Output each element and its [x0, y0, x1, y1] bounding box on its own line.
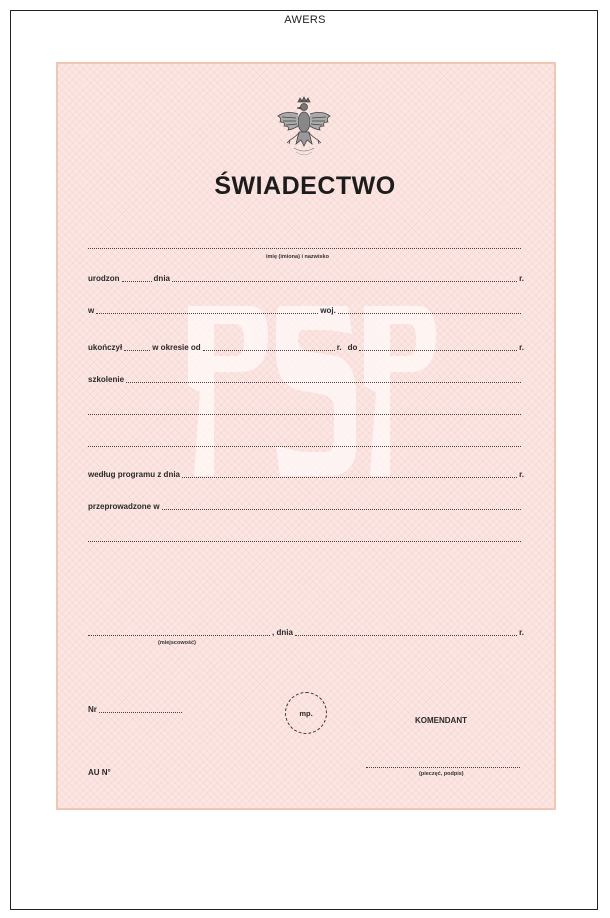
period-to-field[interactable] — [359, 342, 517, 351]
to-label: do — [347, 343, 358, 352]
period-line — [88, 342, 524, 352]
program-line — [88, 469, 524, 479]
issue-date-field[interactable] — [295, 627, 517, 636]
birth-date-field[interactable] — [172, 273, 517, 282]
training-label: szkolenie — [88, 375, 125, 384]
training-continuation-line-2[interactable] — [88, 438, 523, 448]
place-field[interactable] — [88, 627, 270, 636]
stamp-placeholder — [285, 692, 327, 734]
program-label: według programu z dnia — [88, 470, 181, 479]
training-continuation-line-1[interactable] — [88, 406, 523, 416]
born-suffix-field[interactable] — [122, 273, 152, 282]
period-from-year-suffix: r. — [336, 343, 342, 352]
period-from-field[interactable] — [203, 342, 335, 351]
document-title: ŚWIADECTWO — [214, 172, 396, 200]
in-label: w — [88, 306, 95, 315]
born-line — [88, 273, 524, 283]
conducted-continuation-line[interactable] — [88, 533, 523, 543]
number-field[interactable] — [99, 704, 182, 713]
period-label: w okresie od — [152, 343, 201, 352]
completed-suffix-field[interactable] — [124, 342, 150, 351]
stamp-label: mp. — [299, 708, 313, 718]
signature-caption: (pieczęć, podpis) — [419, 771, 464, 777]
conducted-field[interactable] — [162, 501, 521, 510]
issue-year-suffix: r. — [519, 628, 524, 637]
day-label: dnia — [153, 274, 170, 283]
number-line — [88, 704, 184, 714]
completed-label: ukończył — [88, 343, 123, 352]
name-caption: imię (imiona) i nazwisko — [266, 254, 329, 260]
serial-label: AU N° — [88, 768, 111, 777]
signature-line[interactable] — [366, 759, 522, 769]
birthplace-field[interactable] — [96, 305, 318, 314]
place-date-line — [88, 627, 524, 637]
year-suffix: r. — [519, 274, 524, 283]
date-label: , dnia — [272, 628, 293, 637]
training-line — [88, 374, 523, 384]
province-field[interactable] — [338, 305, 521, 314]
side-label: AWERS — [284, 14, 326, 26]
psp-watermark-icon — [180, 296, 440, 486]
conducted-line — [88, 501, 523, 511]
place-caption: (miejscowość) — [158, 640, 196, 646]
born-label: urodzon — [88, 274, 120, 283]
polish-eagle-emblem-icon — [274, 96, 334, 162]
name-line[interactable] — [88, 240, 523, 250]
commander-label: KOMENDANT — [415, 716, 467, 725]
period-to-year-suffix: r. — [519, 343, 524, 352]
conducted-label: przeprowadzone w — [88, 502, 160, 511]
birthplace-line — [88, 305, 523, 315]
program-year-suffix: r. — [519, 470, 524, 479]
program-date-field[interactable] — [182, 469, 517, 478]
training-field[interactable] — [126, 374, 521, 383]
province-label: woj. — [320, 306, 336, 315]
number-label: Nr — [88, 705, 97, 714]
